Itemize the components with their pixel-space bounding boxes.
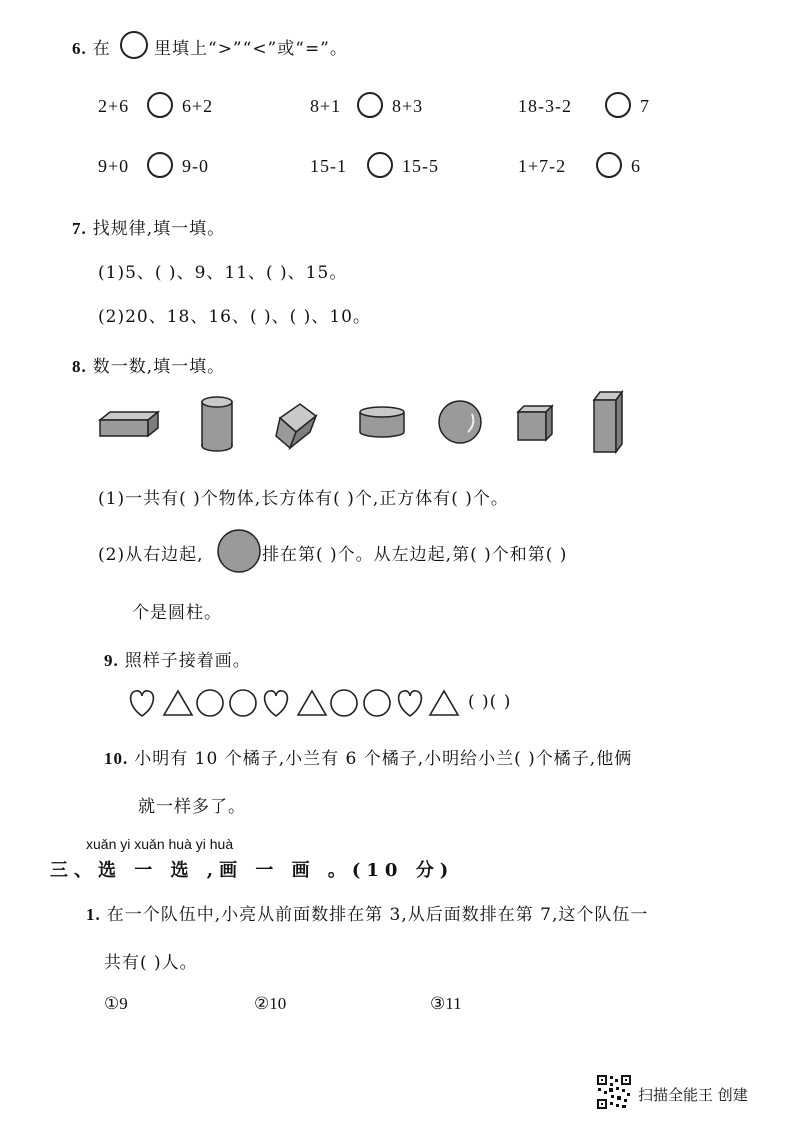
q8-line2-after: 排在第( )个。从左边起,第( )个和第( ) (262, 545, 568, 565)
q8-title-text: 数一数,填一填。 (92, 357, 226, 377)
s3q1-option-1[interactable]: ①9 (104, 994, 128, 1013)
q6-r2c1-left: 9+0 (98, 156, 130, 176)
q10-line1 (104, 744, 632, 769)
shape-cylinder-tall (202, 397, 232, 451)
q8-line2-before: (2)从右边起, (98, 545, 204, 565)
q6-r1c3-circle[interactable] (605, 92, 631, 118)
q6-title (72, 34, 111, 59)
q7-number: 7. (72, 219, 87, 238)
q9-title-text: 照样子接着画。 (124, 651, 251, 671)
s3q1-line2: 共有( )人。 (104, 953, 198, 973)
q6-r2c3-left: 1+7-2 (518, 156, 567, 176)
qr-code-icon (596, 1074, 632, 1110)
triangle-icon (430, 691, 458, 715)
q6-r1c2-left: 8+1 (310, 96, 342, 116)
compare-circle-example (120, 31, 148, 59)
q8-line3: 个是圆柱。 (132, 603, 222, 623)
q6-r2c3-right: 6 (631, 156, 641, 176)
q8-shapes-figure (90, 388, 650, 458)
shape-cube (518, 406, 552, 440)
shape-cube-tilted (276, 404, 316, 448)
q6-r2c1-circle[interactable] (147, 152, 173, 178)
q7-title (72, 214, 225, 239)
q6-r2c1-right: 9-0 (182, 156, 209, 176)
q9-title (104, 646, 251, 671)
q8-title (72, 352, 225, 377)
shape-cuboid-tall (594, 392, 622, 452)
triangle-icon (164, 691, 192, 715)
heart-icon (265, 691, 288, 716)
q7-line1: (1)5、( )、9、11、( )、15。 (98, 263, 348, 283)
shape-cylinder-short (360, 407, 404, 437)
shape-sphere (439, 401, 481, 443)
sphere-icon (216, 528, 262, 574)
q9-blanks[interactable]: ( )( ) (468, 692, 512, 712)
q8-number: 8. (72, 357, 87, 376)
q7-title-text: 找规律,填一填。 (92, 219, 226, 239)
shape-cuboid-flat (100, 412, 158, 436)
q9-pattern-figure (126, 686, 466, 720)
q6-r1c1-circle[interactable] (147, 92, 173, 118)
q6-r1c3-right: 7 (640, 96, 650, 116)
q6-r1c3-left: 18-3-2 (518, 96, 572, 116)
q6-r1c2-circle[interactable] (357, 92, 383, 118)
q8-line1: (1)一共有( )个物体,长方体有( )个,正方体有( )个。 (98, 489, 509, 509)
q6-r1c2-right: 8+3 (392, 96, 424, 116)
s3q1-line1 (86, 900, 648, 925)
q10-line1-text: 小明有 10 个橘子,小兰有 6 个橘子,小明给小兰( )个橘子,他俩 (134, 749, 633, 769)
heart-icon (399, 691, 422, 716)
heart-icon (131, 691, 154, 716)
triangle-icon (298, 691, 326, 715)
circle-icon (331, 690, 357, 716)
circle-icon (364, 690, 390, 716)
s3q1-number: 1. (86, 905, 101, 924)
s3q1-option-3[interactable]: ③11 (430, 994, 462, 1013)
q7-line2: (2)20、18、16、( )、( )、10。 (98, 307, 371, 327)
circle-icon (197, 690, 223, 716)
q6-r2c2-left: 15-1 (310, 156, 347, 176)
q6-r2c2-circle[interactable] (367, 152, 393, 178)
q6-r2c3-circle[interactable] (596, 152, 622, 178)
q6-r2c2-right: 15-5 (402, 156, 439, 176)
circle-icon (230, 690, 256, 716)
section3-pinyin: xuǎn yi xuǎn huà yi huà (86, 836, 234, 852)
s3q1-line1-text: 在一个队伍中,小亮从前面数排在第 3,从后面数排在第 7,这个队伍一 (106, 905, 649, 925)
q6-r1c1-right: 6+2 (182, 96, 214, 116)
q6-r1c1-left: 2+6 (98, 96, 130, 116)
footer-text: 扫描全能王 创建 (638, 1086, 748, 1104)
q6-text-after: 里填上“>”“<”或“=”。 (154, 39, 348, 59)
s3q1-option-2[interactable]: ②10 (254, 994, 287, 1013)
q10-line2: 就一样多了。 (138, 797, 246, 817)
q6-number: 6. (72, 39, 87, 58)
q9-number: 9. (104, 651, 119, 670)
q6-text-before: 在 (92, 39, 111, 59)
q10-number: 10. (104, 749, 129, 768)
section3-title: 三、选 一 选 ,画 一 画 。(10 分) (50, 860, 455, 881)
